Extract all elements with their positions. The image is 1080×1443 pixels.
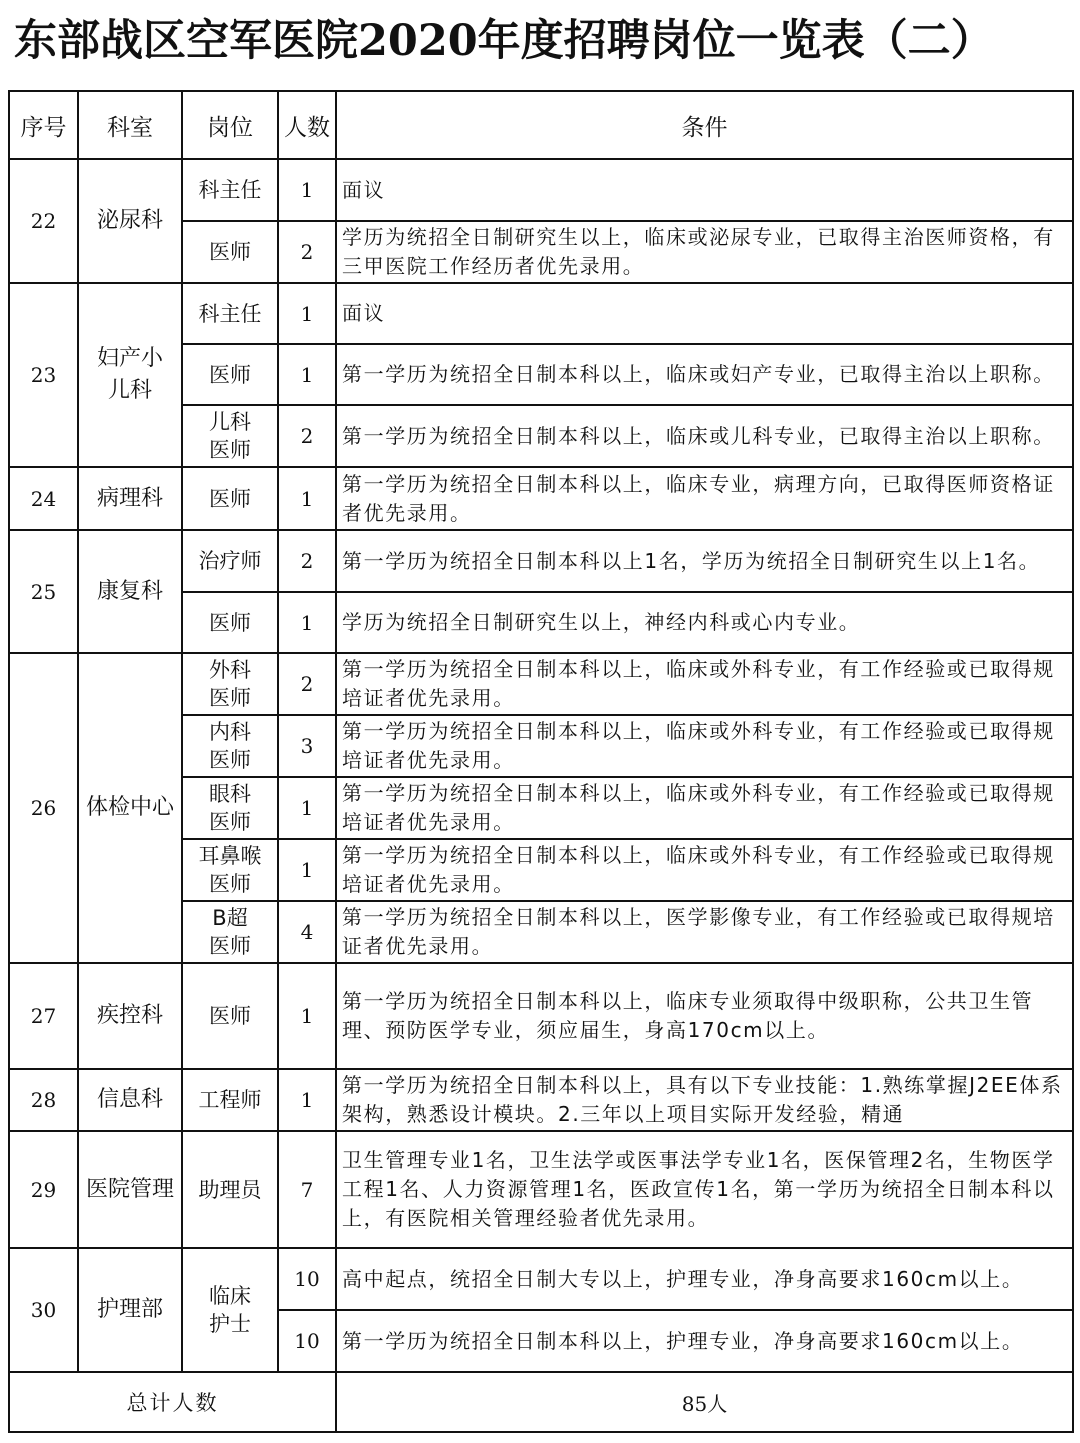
row-count: 7 (278, 1131, 336, 1248)
total-row (9, 1372, 1073, 1432)
row-position: 工程师 (182, 1069, 278, 1131)
row-requirements: 学历为统招全日制研究生以上，神经内科或心内专业。 (336, 592, 1073, 653)
row-index: 26 (9, 653, 78, 963)
row-dept: 体检中心 (78, 653, 182, 963)
row-requirements: 第一学历为统招全日制本科以上，临床或外科专业，有工作经验或已取得规培证者优先录用。 (336, 839, 1073, 901)
table-row (9, 467, 1073, 530)
row-dept: 疾控科 (78, 963, 182, 1069)
row-count: 2 (278, 405, 336, 467)
row-count: 10 (278, 1248, 336, 1310)
row-requirements: 第一学历为统招全日制本科以上，临床或妇产专业，已取得主治以上职称。 (336, 344, 1073, 405)
row-index: 30 (9, 1248, 78, 1372)
header-position: 岗位 (182, 91, 278, 159)
table-row (9, 283, 1073, 344)
row-position: 助理员 (182, 1131, 278, 1248)
row-count: 1 (278, 467, 336, 530)
row-dept: 泌尿科 (78, 159, 182, 283)
row-count: 3 (278, 715, 336, 777)
row-dept: 病理科 (78, 467, 182, 530)
table-row (9, 1248, 1073, 1310)
row-requirements: 第一学历为统招全日制本科以上，临床专业须取得中级职称，公共卫生管理、预防医学专业，须应届生，身高170cm以上。 (336, 963, 1073, 1069)
row-requirements: 高中起点，统招全日制大专以上，护理专业，净身高要求160cm以上。 (336, 1248, 1073, 1310)
row-requirements: 第一学历为统招全日制本科以上，临床或外科专业，有工作经验或已取得规培证者优先录用。 (336, 653, 1073, 715)
recruitment-table (8, 90, 1074, 1433)
row-requirements: 第一学历为统招全日制本科以上，护理专业，净身高要求160cm以上。 (336, 1310, 1073, 1372)
row-position: 眼科医师 (182, 777, 278, 839)
row-position: 外科医师 (182, 653, 278, 715)
row-position: B超医师 (182, 901, 278, 963)
row-count: 10 (278, 1310, 336, 1372)
row-requirements: 学历为统招全日制研究生以上，临床或泌尿专业，已取得主治医师资格，有三甲医院工作经历者优先录用。 (336, 221, 1073, 283)
table-row (9, 1069, 1073, 1131)
row-position: 医师 (182, 467, 278, 530)
page-title: 东部战区空军医院2020年度招聘岗位一览表（二） (14, 16, 994, 66)
row-requirements: 第一学历为统招全日制本科以上，临床或外科专业，有工作经验或已取得规培证者优先录用。 (336, 715, 1073, 777)
table-row (9, 963, 1073, 1069)
row-count: 4 (278, 901, 336, 963)
row-requirements: 面议 (336, 159, 1073, 221)
row-requirements: 第一学历为统招全日制本科以上，临床或外科专业，有工作经验或已取得规培证者优先录用。 (336, 777, 1073, 839)
row-position: 医师 (182, 344, 278, 405)
row-requirements (336, 1069, 1073, 1131)
table-row (9, 653, 1073, 715)
row-index: 25 (9, 530, 78, 653)
row-count: 1 (278, 283, 336, 344)
row-position: 治疗师 (182, 530, 278, 592)
total-label: 总计人数 (9, 1372, 336, 1432)
row-position: 儿科医师 (182, 405, 278, 467)
table-header-row (9, 91, 1073, 159)
row-requirements: 第一学历为统招全日制本科以上，医学影像专业，有工作经验或已取得规培证者优先录用。 (336, 901, 1073, 963)
row-dept: 医院管理 (78, 1131, 182, 1248)
row-position: 内科医师 (182, 715, 278, 777)
row-count: 2 (278, 653, 336, 715)
row-requirements: 第一学历为统招全日制本科以上，临床或儿科专业，已取得主治以上职称。 (336, 405, 1073, 467)
row-position: 科主任 (182, 159, 278, 221)
row-dept: 康复科 (78, 530, 182, 653)
row-count: 1 (278, 777, 336, 839)
row-dept: 妇产小儿科 (78, 283, 182, 467)
row-position: 科主任 (182, 283, 278, 344)
row-count: 1 (278, 839, 336, 901)
row-position: 临床护士 (182, 1248, 278, 1372)
header-requirements: 条件 (336, 91, 1073, 159)
row-requirements: 卫生管理专业1名，卫生法学或医事法学专业1名，医保管理2名，生物医学工程1名、人力资源管理1名，医政宣传1名，第一学历为统招全日制本科以上，有医院相关管理经验者优先录用。 (336, 1131, 1073, 1248)
row-count: 1 (278, 159, 336, 221)
header-count: 人数 (278, 91, 336, 159)
row-position: 医师 (182, 963, 278, 1069)
row-index: 28 (9, 1069, 78, 1131)
row-position: 医师 (182, 221, 278, 283)
row-count: 2 (278, 530, 336, 592)
row-count: 1 (278, 1069, 336, 1131)
row-position: 耳鼻喉医师 (182, 839, 278, 901)
row-index: 27 (9, 963, 78, 1069)
row-position: 医师 (182, 592, 278, 653)
row-index: 22 (9, 159, 78, 283)
row-index: 24 (9, 467, 78, 530)
row-requirements: 第一学历为统招全日制本科以上，临床专业，病理方向，已取得医师资格证者优先录用。 (336, 467, 1073, 530)
row-count: 1 (278, 344, 336, 405)
table-row (9, 530, 1073, 592)
row-index: 29 (9, 1131, 78, 1248)
row-count: 1 (278, 592, 336, 653)
row-requirements: 面议 (336, 283, 1073, 344)
header-index: 序号 (9, 91, 78, 159)
row-dept: 信息科 (78, 1069, 182, 1131)
row-count: 1 (278, 963, 336, 1069)
requirements-text: 第一学历为统招全日制本科以上，具有以下专业技能：1.熟练掌握J2EE体系架构，熟悉设计模块。2.三年以上项目实际开发经验，精通 (342, 1073, 1063, 1126)
table-row (9, 159, 1073, 221)
row-count: 2 (278, 221, 336, 283)
table-row (9, 1131, 1073, 1248)
total-value: 85人 (336, 1372, 1073, 1432)
row-requirements: 第一学历为统招全日制本科以上1名，学历为统招全日制研究生以上1名。 (336, 530, 1073, 592)
row-dept: 护理部 (78, 1248, 182, 1372)
header-dept: 科室 (78, 91, 182, 159)
row-index: 23 (9, 283, 78, 467)
